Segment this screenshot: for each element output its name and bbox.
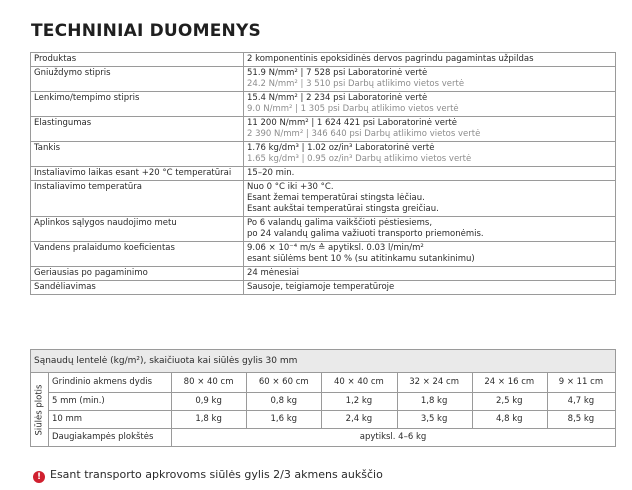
consumption-value-cell: 1,8 kg [397,393,472,411]
consumption-value-cell: 2,4 kg [322,411,397,429]
spec-row [31,267,616,281]
spec-value-line: Esant žemai temperatūrai stingsta lėčiau. [247,193,425,203]
spec-label: Elastingumas [31,117,244,142]
spec-value [244,242,616,267]
spec-site-value-line: 24.2 N/mm² | 3 510 psi Darbų atlikimo vietos vertė [247,79,465,89]
consumption-value-cell: 0,9 kg [172,393,247,411]
spec-value [244,67,616,92]
technical-data-table [30,52,616,295]
spec-label: Aplinkos sąlygos naudojimo metu [31,217,244,242]
note [33,468,383,483]
polygon-plates-value: apytiksl. 4–6 kg [172,429,616,447]
consumption-table-title: Sąnaudų lentelė (kg/m²), skaičiuota kai siūlės gylis 30 mm [31,350,616,373]
seam-width-label: Siūlės plotis [31,373,49,447]
stone-size-cell: 60 × 60 cm [247,373,322,393]
spec-row [31,217,616,242]
spec-label: Geriausias po pagaminimo [31,267,244,281]
seam-width-cell: 10 mm [49,411,172,429]
seam-width-cell: 5 mm (min.) [49,393,172,411]
spec-value [244,167,616,181]
spec-value [244,267,616,281]
spec-row [31,53,616,67]
spec-value-line: Esant aukštai temperatūrai stingsta greičiau. [247,204,439,214]
spec-row [31,67,616,92]
warning-icon: ! [33,471,45,483]
spec-row [31,117,616,142]
spec-value-line: 2 komponentinis epoksidinės dervos pagrindu pagamintas užpildas [247,54,534,64]
consumption-value-cell: 0,8 kg [247,393,322,411]
spec-value-line: 1.76 kg/dm³ | 1.02 oz/in³ Laboratorinė vertė [247,143,435,153]
note-text: Esant transporto apkrovoms siūlės gylis 2/3 akmens aukščio [50,468,383,481]
spec-value [244,92,616,117]
spec-label: Instaliavimo temperatūra [31,181,244,217]
spec-site-value-line: 1.65 kg/dm³ | 0.95 oz/in³ Darbų atlikimo vietos vertė [247,154,472,164]
spec-site-value-line: 9.0 N/mm² | 1 305 psi Darbų atlikimo vietos vertė [247,104,459,114]
stone-size-cell: 24 × 16 cm [472,373,547,393]
spec-row [31,167,616,181]
consumption-value-cell: 1,6 kg [247,411,322,429]
consumption-value-cell: 2,5 kg [472,393,547,411]
spec-value-line: 24 mėnesiai [247,268,300,278]
spec-value-line: 11 200 N/mm² | 1 624 421 psi Laboratorinė vertė [247,118,458,128]
spec-label: Vandens pralaidumo koeficientas [31,242,244,267]
spec-value-line: esant siūlėms bent 10 % (su atitinkamu sutankinimu) [247,254,475,264]
consumption-value-cell: 3,5 kg [397,411,472,429]
consumption-value-cell: 1,2 kg [322,393,397,411]
consumption-row [31,411,616,429]
spec-value [244,181,616,217]
stone-size-cell: 80 × 40 cm [172,373,247,393]
spec-row [31,92,616,117]
spec-value [244,281,616,295]
spec-value-line: Sausoje, teigiamoje temperatūroje [247,282,395,292]
spec-value [244,53,616,67]
consumption-row [31,393,616,411]
spec-value-line: 9.06 × 10⁻⁴ m/s ≙ apytiksl. 0.03 l/min/m² [247,243,424,253]
consumption-value-cell: 8,5 kg [547,411,615,429]
spec-value-line: Nuo 0 °C iki +30 °C. [247,182,334,192]
spec-label: Instaliavimo laikas esant +20 °C temperatūrai [31,167,244,181]
spec-label: Lenkimo/tempimo stipris [31,92,244,117]
spec-label: Sandėliavimas [31,281,244,295]
spec-value-line: po 24 valandų galima važiuoti transporto priemonėmis. [247,229,484,239]
spec-value [244,142,616,167]
consumption-value-cell: 1,8 kg [172,411,247,429]
spec-value-line: 15–20 min. [247,168,295,178]
consumption-value-cell: 4,7 kg [547,393,615,411]
spec-row [31,281,616,295]
spec-row [31,181,616,217]
polygon-plates-label: Daugiakampės plokštės [49,429,172,447]
spec-label: Produktas [31,53,244,67]
spec-label: Tankis [31,142,244,167]
spec-value-line: Po 6 valandų galima vaikščioti pėstiesiems, [247,218,433,228]
stone-size-cell: 9 × 11 cm [547,373,615,393]
spec-value-line: 15.4 N/mm² | 2 234 psi Laboratorinė vertė [247,93,428,103]
spec-value [244,217,616,242]
spec-row [31,242,616,267]
page-title: TECHNINIAI DUOMENYS [31,21,261,41]
stone-size-header: Grindinio akmens dydis [49,373,172,393]
spec-row [31,142,616,167]
spec-site-value-line: 2 390 N/mm² | 346 640 psi Darbų atlikimo vietos vertė [247,129,481,139]
spec-label: Gniuždymo stipris [31,67,244,92]
stone-size-cell: 32 × 24 cm [397,373,472,393]
stone-size-cell: 40 × 40 cm [322,373,397,393]
spec-value-line: 51.9 N/mm² | 7 528 psi Laboratorinė vertė [247,68,428,78]
consumption-value-cell: 4,8 kg [472,411,547,429]
consumption-table [30,349,616,447]
spec-value [244,117,616,142]
